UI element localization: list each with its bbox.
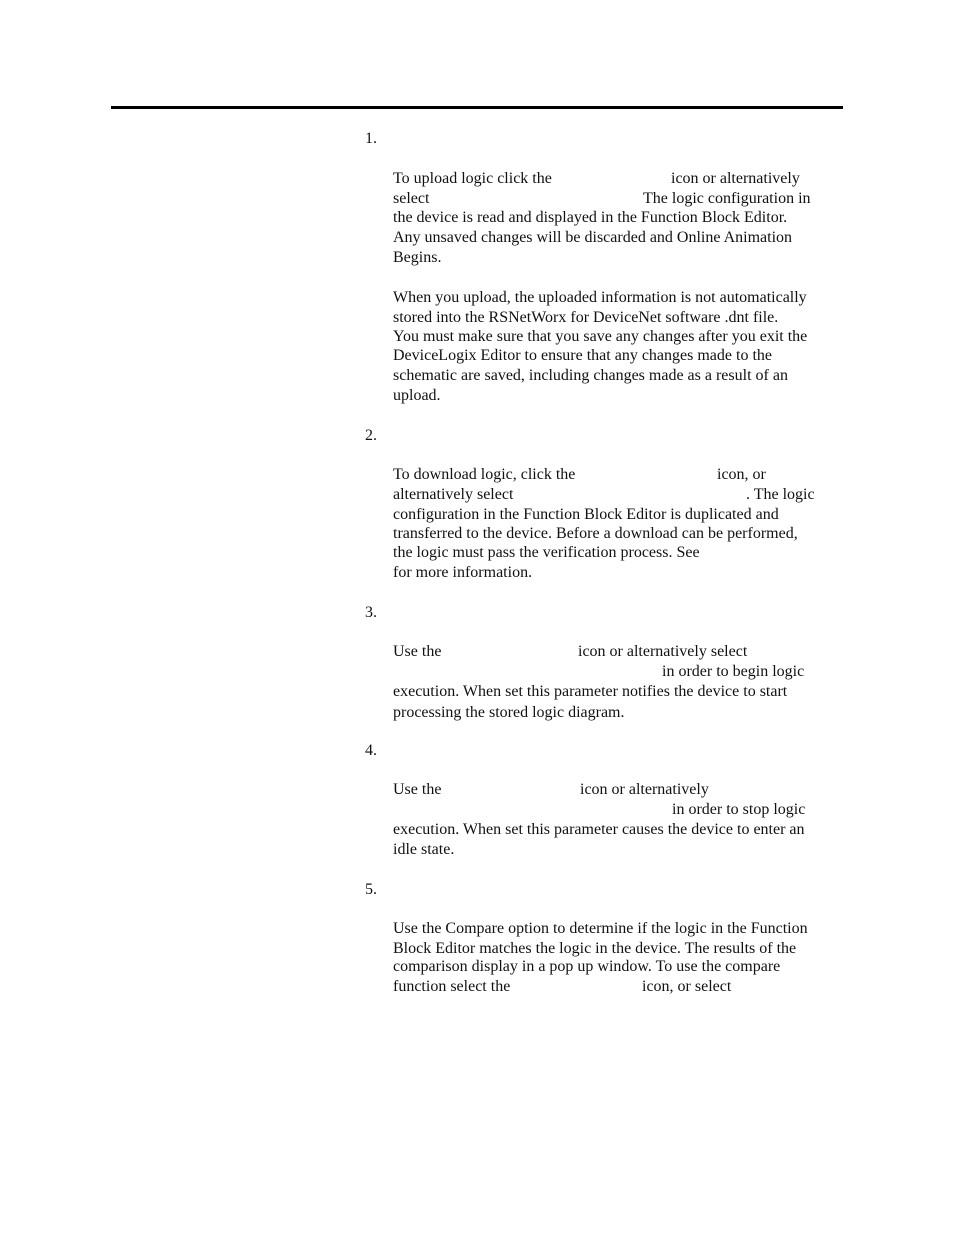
step-3-number: 3. (365, 604, 377, 621)
header-rule (111, 106, 843, 109)
step-3-text-line: processing the stored logic diagram. (393, 704, 625, 721)
step-3-text-line: icon or alternatively select (578, 643, 748, 660)
step-4-text-line: idle state. (393, 841, 455, 858)
step-1-text-line: The logic configuration in (643, 190, 811, 207)
step-4-text-line: execution. When set this parameter causes the device to enter an (393, 821, 805, 838)
step-1-text-line: When you upload, the uploaded information is not automatically (393, 289, 807, 306)
step-5-text-line: Use the Compare option to determine if the logic in the Function (393, 920, 808, 937)
step-2-text-line: To download logic, click the (393, 466, 576, 483)
step-5-text-line: function select the (393, 978, 511, 995)
step-2-text-line: . The logic (746, 486, 815, 503)
step-1-text-line: schematic are saved, including changes made as a result of an (393, 367, 788, 384)
step-3-text-line: Use the (393, 643, 442, 660)
step-4-number: 4. (365, 742, 377, 759)
step-5-text-line: Block Editor matches the logic in the device. The results of the (393, 940, 797, 957)
step-1-text-line: You must make sure that you save any changes after you exit the (393, 328, 808, 345)
step-5-text-line: comparison display in a pop up window. To use the compare (393, 958, 781, 975)
step-3-text-line: in order to begin logic (662, 663, 805, 680)
step-1-text-line: stored into the RSNetWorx for DeviceNet software .dnt file. (393, 309, 779, 326)
step-2-number: 2. (365, 427, 377, 444)
step-2-text-line: alternatively select (393, 486, 514, 503)
step-4-text-line: Use the (393, 781, 442, 798)
step-4-text-line: in order to stop logic (672, 801, 806, 818)
step-2-text-line: icon, or (717, 466, 766, 483)
step-1-number: 1. (365, 130, 377, 147)
step-1-text-line: Begins. (393, 249, 442, 266)
step-2-text-line: for more information. (393, 564, 533, 581)
step-4-text-line: icon or alternatively (580, 781, 709, 798)
step-1-text-line: icon or alternatively (671, 170, 800, 187)
step-1-text-line: Any unsaved changes will be discarded and Online Animation (393, 229, 793, 246)
step-1-text-line: the device is read and displayed in the Function Block Editor. (393, 209, 788, 226)
step-2-text-line: transferred to the device. Before a download can be performed, (393, 525, 798, 542)
step-5-text-line: icon, or select (642, 978, 732, 995)
step-2-text-line: the logic must pass the verification process. See (393, 544, 700, 561)
step-1-text-line: DeviceLogix Editor to ensure that any changes made to the (393, 347, 772, 364)
step-5-number: 5. (365, 881, 377, 898)
step-2-text-line: configuration in the Function Block Editor is duplicated and (393, 506, 779, 523)
step-1-text-line: To upload logic click the (393, 170, 552, 187)
step-3-text-line: execution. When set this parameter notifies the device to start (393, 683, 788, 700)
step-1-text-line: upload. (393, 387, 441, 404)
step-1-text-line: select (393, 190, 430, 207)
